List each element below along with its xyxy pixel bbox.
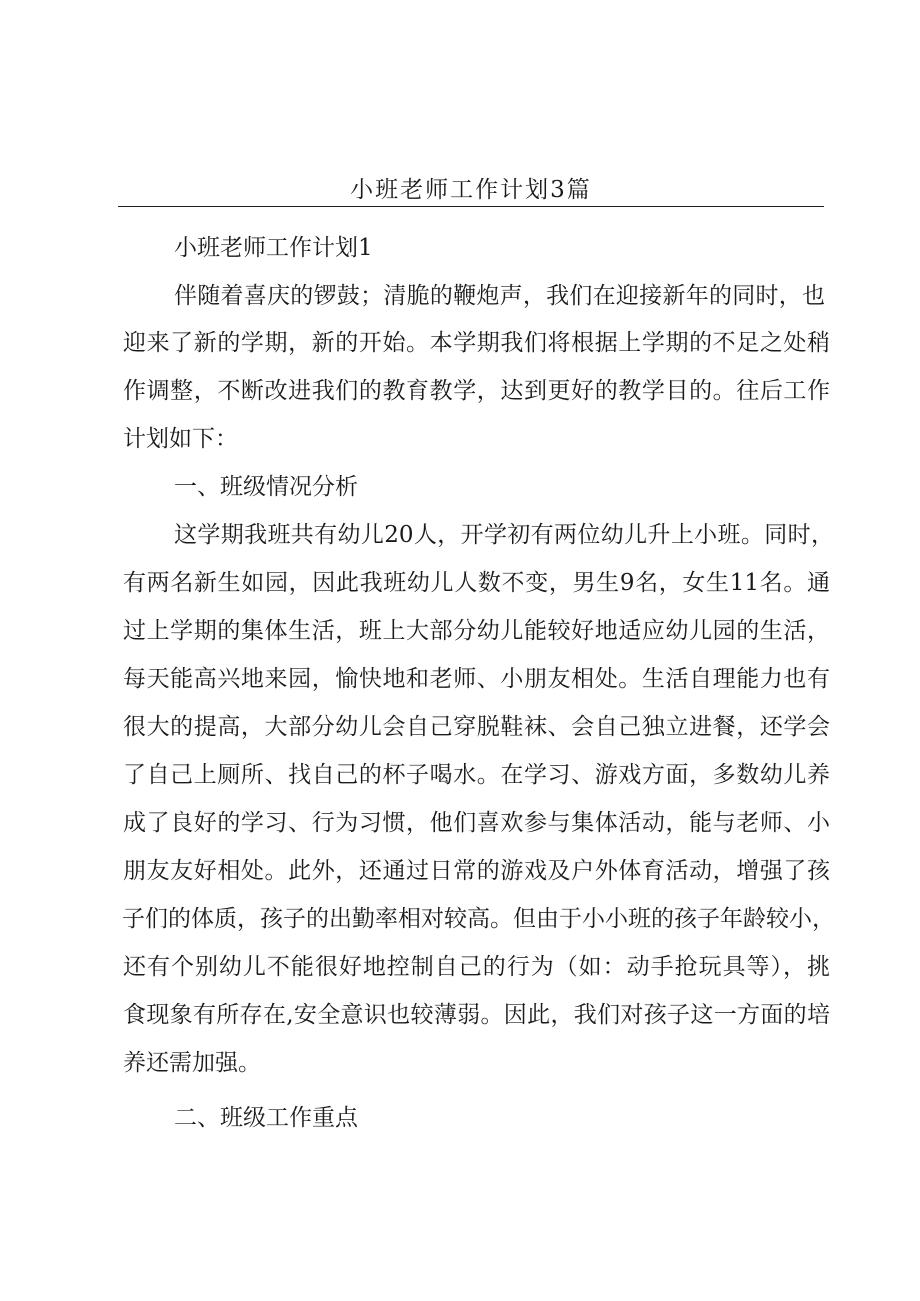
document-title: 小班老师工作计划3篇 [350, 177, 592, 203]
paragraph-line: 成了良好的学习、行为习惯，他们喜欢参与集体活动，能与老师、小 [123, 810, 830, 836]
paragraph-line: 食现象有所存在,安全意识也较薄弱。因此，我们对孩子这一方面的培 [123, 1002, 830, 1028]
paragraph-line: 过上学期的集体生活，班上大部分幼儿能较好地适应幼儿园的生活， [123, 618, 830, 644]
paragraph-line: 作调整，不断改进我们的教育教学，达到更好的教学目的。往后工作 [123, 378, 830, 404]
paragraph-line: 伴随着喜庆的锣鼓；清脆的鞭炮声，我们在迎接新年的同时，也 [174, 283, 825, 309]
paragraph-line: 有两名新生如园，因此我班幼儿人数不变，男生9名，女生11名。通 [123, 570, 830, 596]
paragraph-line: 子们的体质，孩子的出勤率相对较高。但由于小小班的孩子年龄较小， [122, 906, 835, 932]
paragraph-line: 还有个别幼儿不能很好地控制自己的行为（如：动手抢玩具等），挑 [123, 954, 830, 980]
paragraph-line: 养还需加强。 [123, 1050, 261, 1076]
paragraph-line: 这学期我班共有幼儿20人，开学初有两位幼儿升上小班。同时， [174, 522, 834, 548]
section-heading: 一、班级情况分析 [174, 474, 358, 500]
paragraph-line: 了自己上厕所、找自己的杯子喝水。在学习、游戏方面，多数幼儿养 [123, 762, 830, 788]
paragraph-line: 计划如下： [123, 426, 238, 452]
title-underline [118, 206, 824, 207]
paragraph-line: 朋友友好相处。此外，还通过日常的游戏及户外体育活动，增强了孩 [123, 858, 830, 884]
paragraph-line: 每天能高兴地来园，愉快地和老师、小朋友相处。生活自理能力也有 [123, 666, 830, 692]
section-heading: 二、班级工作重点 [174, 1105, 358, 1131]
paragraph-line: 迎来了新的学期，新的开始。本学期我们将根据上学期的不足之处稍 [123, 330, 830, 356]
plan-subtitle: 小班老师工作计划1 [174, 235, 373, 261]
paragraph-line: 很大的提高，大部分幼儿会自己穿脱鞋袜、会自己独立进餐，还学会 [123, 714, 830, 740]
